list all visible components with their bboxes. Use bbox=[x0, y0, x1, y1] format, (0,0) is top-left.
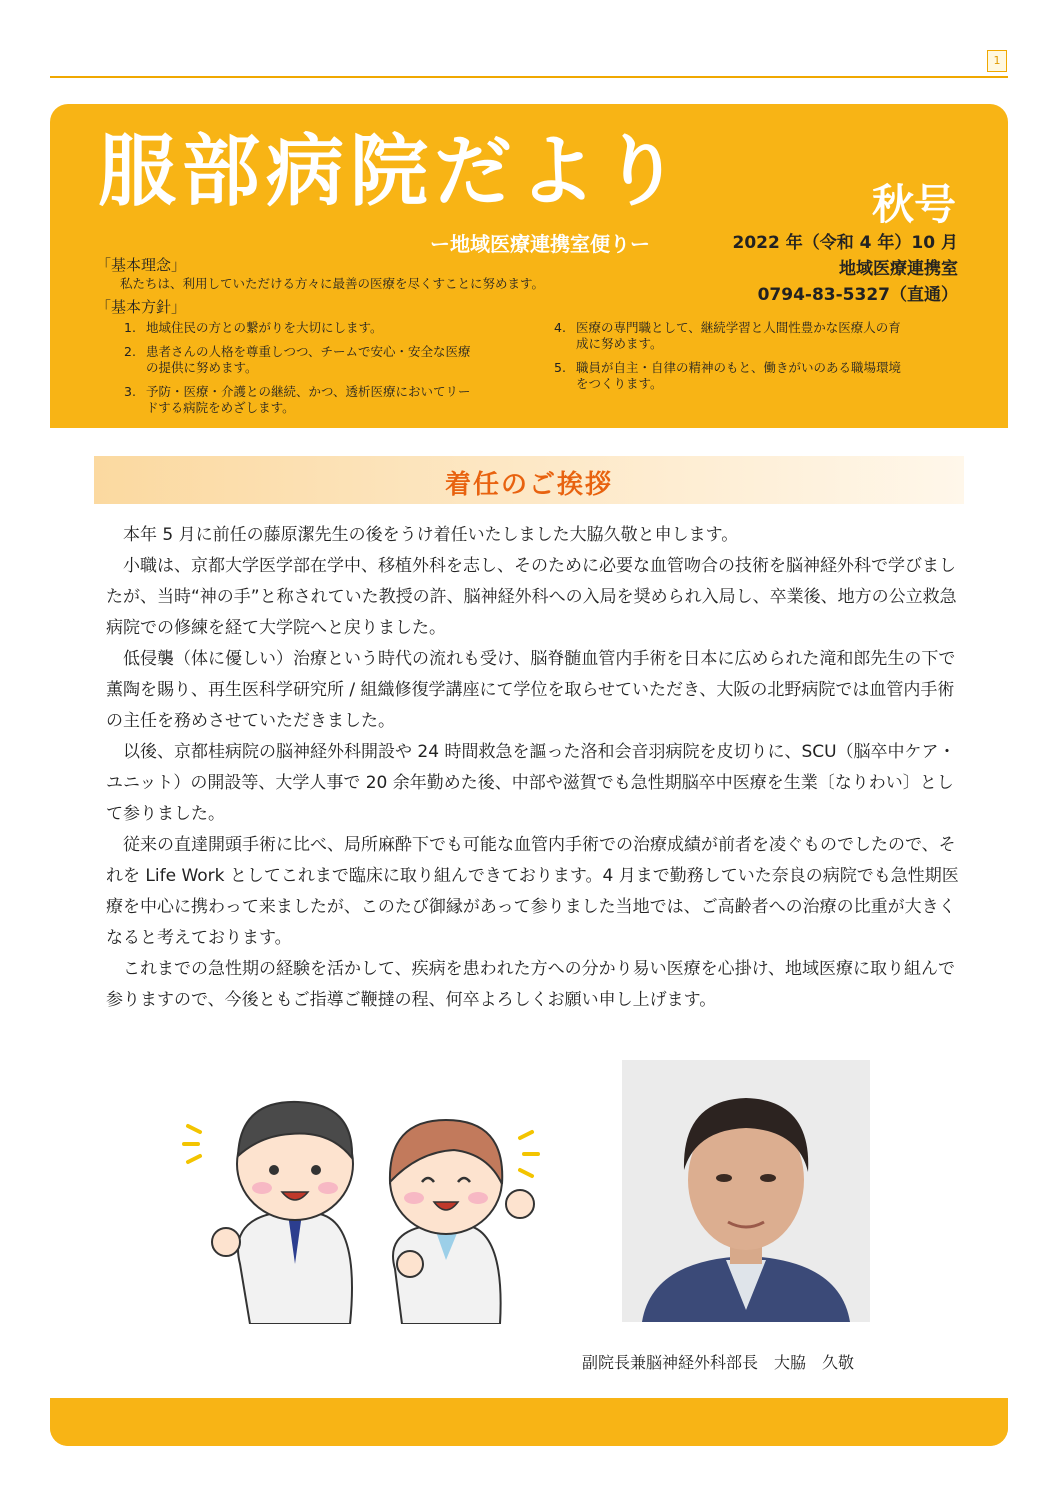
policy-line: 地域住民の方との繋がりを大切にします。 bbox=[146, 320, 383, 335]
policy-item bbox=[124, 344, 471, 376]
portrait-caption: 副院長兼脳神経外科部長 大脇 久敬 bbox=[582, 1353, 855, 1372]
policy-number: 2. bbox=[124, 344, 136, 359]
newsletter-title: 服部病院だより bbox=[98, 127, 687, 217]
greeting-title-band bbox=[94, 456, 964, 504]
policy-item bbox=[554, 360, 901, 392]
greeting-paragraph: 低侵襲（体に優しい）治療という時代の流れも受け、脳脊髄血管内手術を日本に広められた滝和郎先生の下で薫陶を賜り、再生医科学研究所 / 組織修復学講座にて学位を取らせていただき、大阪の北野病院では血管内手術の主任を務めさせていただきました。 bbox=[106, 649, 956, 731]
policy-item bbox=[554, 320, 901, 352]
policy-heading: 「基本方針」 bbox=[96, 298, 187, 316]
policy-line: をつくります。 bbox=[576, 376, 663, 391]
top-rule bbox=[50, 76, 1008, 78]
policy-number: 1. bbox=[124, 320, 136, 335]
greeting-title: 着任のご挨拶 bbox=[444, 470, 613, 500]
policy-line: 医療の専門職として、継続学習と人間性豊かな医療人の育 bbox=[576, 320, 901, 335]
policy-line: 職員が自主・自律の精神のもと、働きがいのある職場環境 bbox=[576, 360, 902, 375]
portrait-photo bbox=[622, 1060, 870, 1322]
policy-line: 成に努めます。 bbox=[576, 336, 663, 351]
policy-line: 患者さんの人格を尊重しつつ、チームで安心・安全な医療 bbox=[146, 344, 471, 359]
season-label: 秋号 bbox=[871, 180, 956, 229]
page-number: 1 bbox=[987, 50, 1007, 72]
policy-item bbox=[124, 384, 471, 416]
doctor-nurse-illustration bbox=[170, 1064, 550, 1324]
policy-number: 3. bbox=[124, 384, 136, 399]
policy-item bbox=[124, 320, 383, 336]
policy-line: 予防・医療・介護との継続、かつ、透析医療においてリー bbox=[146, 384, 471, 399]
greeting-paragraph: 小職は、京都大学医学部在学中、移植外科を志し、そのために必要な血管吻合の技術を脳神経外科で学びましたが、当時“神の手”と称されていた教授の許、脳神経外科への入局を奨められ入局し、卒業後、地方の公立救急病院での修練を経て大学院へと戻りました。 bbox=[106, 556, 957, 638]
publication-date: 2022 年（令和 4 年）10 月 bbox=[732, 233, 958, 253]
phone-number: 0794-83-5327（直通） bbox=[757, 285, 958, 305]
greeting-body bbox=[106, 520, 962, 1016]
greeting-paragraph: これまでの急性期の経験を活かして、疾病を患われた方への分かり易い医療を心掛け、地域医療に取り組んで参りますので、今後ともご指導ご鞭撻の程、何卒よろしくお願い申し上げます。 bbox=[106, 959, 955, 1010]
newsletter-card bbox=[50, 104, 1008, 1446]
newsletter-subtitle: ー地域医療連携室便りー bbox=[430, 232, 650, 256]
philosophy-text: 私たちは、利用していただける方々に最善の医療を尽くすことに努めます。 bbox=[120, 276, 545, 291]
footer-band bbox=[50, 1398, 1008, 1446]
policy-number: 4. bbox=[554, 320, 566, 335]
department-name: 地域医療連携室 bbox=[839, 259, 958, 279]
policy-number: 5. bbox=[554, 360, 566, 375]
philosophy-heading: 「基本理念」 bbox=[96, 256, 187, 274]
greeting-paragraph: 従来の直達開頭手術に比べ、局所麻酔下でも可能な血管内手術での治療成績が前者を凌ぐものでしたので、それを Life Work としてこれまで臨床に取り組んできております。4 月まで勤務していた奈良の病院でも急性期医療を中心に携わって来ましたが、このたび御縁があって参りました当地では、ご高齢者への治療の比重が大きくなると考えております。 bbox=[106, 835, 959, 948]
policy-line: ドする病院をめざします。 bbox=[146, 400, 295, 415]
greeting-paragraph: 以後、京都桂病院の脳神経外科開設や 24 時間救急を謳った洛和会音羽病院を皮切りに、SCU（脳卒中ケア・ユニット）の開設等、大学人事で 20 余年勤めた後、中部や滋賀でも急性期脳卒中医療を生業〔なりわい〕として参りました。 bbox=[106, 742, 956, 824]
greeting-paragraph: 本年 5 月に前任の藤原潔先生の後をうけ着任いたしました大脇久敬と申します。 bbox=[123, 525, 739, 545]
policy-line: の提供に努めます。 bbox=[146, 360, 258, 375]
publication-info bbox=[733, 230, 958, 308]
